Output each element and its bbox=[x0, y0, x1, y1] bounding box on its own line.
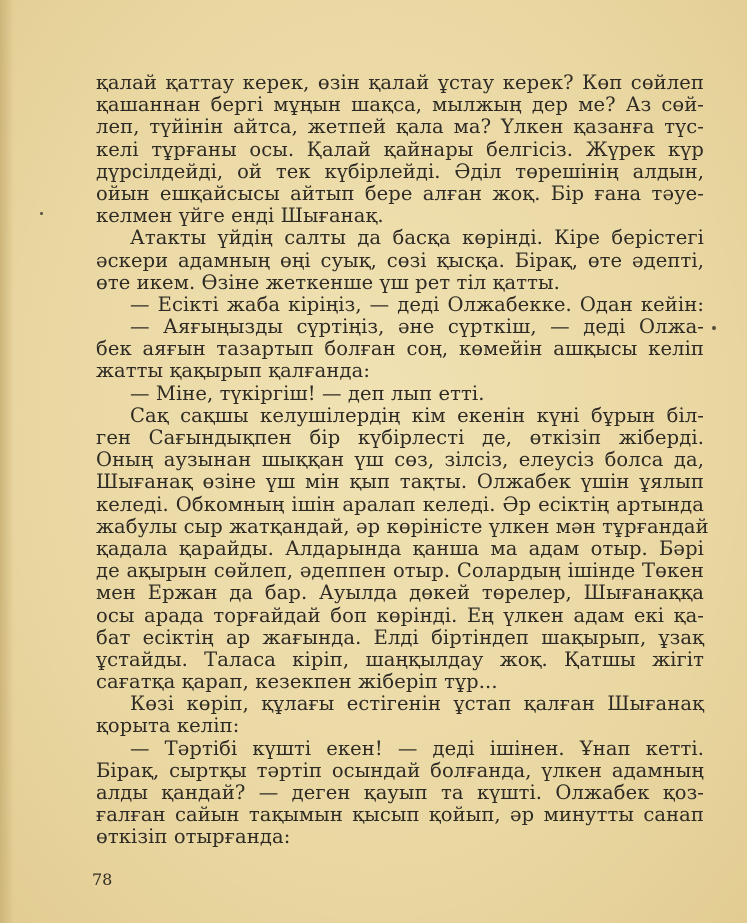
text-line: — Есікті жаба кіріңіз, — деді Олжабекке. Одан кейін: bbox=[130, 292, 704, 316]
text-line: жабулы сыр жатқандай, әр көріністе үлкен мән тұрғандай bbox=[96, 514, 709, 538]
text-line: Шығанақ өзіне үш мін қып тақты. Олжабек үшін ұялып bbox=[96, 470, 704, 494]
print-speck bbox=[712, 326, 716, 330]
text-line: ұстайды. Таласа кіріп, шаңқылдау жоқ. Қатшы жігіт bbox=[96, 647, 704, 671]
text-line: бат есіктің ар жағында. Елді біртіндеп шақырып, ұзақ bbox=[96, 625, 704, 649]
text-line: жатты қақырып қалғанда: bbox=[96, 359, 370, 383]
text-line: қорыта келіп: bbox=[96, 714, 240, 738]
text-line: де ақырын сөйлеп, әдеппен отыр. Солардың ішінде Төкен bbox=[96, 559, 704, 583]
text-line: ген Сағындықпен бір күбірлесті де, өткізіп жіберді. bbox=[96, 426, 704, 449]
page-edge-shadow bbox=[0, 0, 14, 923]
text-line: қалай қаттау керек, өзін қалай ұстау керек? Көп сөйлеп bbox=[96, 71, 704, 94]
text-line: мен Ержан да бар. Ауылда дөкей төрелер, Шығанаққа bbox=[96, 581, 704, 605]
text-line: — Аяғыңызды сүртіңіз, әне сүрткіш, — деді Олжа- bbox=[130, 315, 704, 339]
text-line: Сақ сақшы келушілердің кім екенін күні бұрын біл- bbox=[130, 403, 704, 427]
body-text bbox=[96, 71, 709, 849]
text-line: сағатқа қарап, кезекпен жіберіп тұр... bbox=[96, 670, 498, 694]
text-line: Оның аузынан шыққан үш сөз, зілсіз, елеусіз болса да, bbox=[96, 448, 704, 472]
text-line: әскери адамның өңі суық, сөзі қысқа. Бірақ, өте әдепті, bbox=[96, 248, 704, 272]
page-number: 78 bbox=[92, 870, 113, 889]
text-line: дүрсілдейді, ой тек күбірлейді. Әділ төрешінің алдын, bbox=[96, 159, 704, 183]
text-line: қадала қарайды. Алдарында қанша ма адам отыр. Бәрі bbox=[96, 536, 704, 560]
text-line: Атакты үйдің салты да басқа көрінді. Кіре берістегі bbox=[130, 226, 704, 250]
text-line: — Тәртібі күшті екен! — деді ішінен. Ұнап кетті. bbox=[130, 736, 704, 760]
text-line: Көзі көріп, құлағы естігенін ұстап қалған Шығанақ bbox=[130, 692, 704, 716]
text-line: келеді. Обкомның ішін аралап келеді. Әр есіктің артында bbox=[96, 492, 704, 516]
text-line: леп, түйінін айтса, жетпей қала ма? Үлкен қазанға түс- bbox=[96, 115, 704, 139]
text-line: бек аяғын тазартып болған соң, көмейін ашқысы келіп bbox=[96, 337, 704, 361]
text-line: ойын ешқайсысы айтып бере алған жоқ. Бір ғана тәуе- bbox=[96, 181, 704, 205]
text-line: осы арада торғайдай боп көрінді. Ең үлкен адам екі қа- bbox=[96, 603, 704, 627]
text-line: өткізіп отырғанда: bbox=[96, 825, 291, 849]
text-line: ғалған сайын тақымын қысып қойып, әр минутты санап bbox=[96, 803, 704, 827]
text-line: — Міне, түкіргіш! — деп лып етті. bbox=[130, 381, 485, 405]
text-line: келі тұрғаны осы. Қалай қайнары белгісіз. Жүрек күр bbox=[96, 137, 704, 161]
text-line: Бірақ, сыртқы тәртіп осындай болғанда, үлкен адамның bbox=[96, 758, 704, 782]
print-speck bbox=[40, 212, 43, 215]
text-line: қашаннан бергі мұңын шақса, мылжың дер ме? Аз сөй- bbox=[96, 93, 704, 117]
text-line: келмен үйге енді Шығанақ. bbox=[96, 204, 384, 228]
text-line: алды қандай? — деген қауып та күшті. Олжабек қоз- bbox=[96, 781, 704, 804]
text-line: өте икем. Өзіне жеткенше үш рет тіл қатты. bbox=[96, 270, 560, 294]
